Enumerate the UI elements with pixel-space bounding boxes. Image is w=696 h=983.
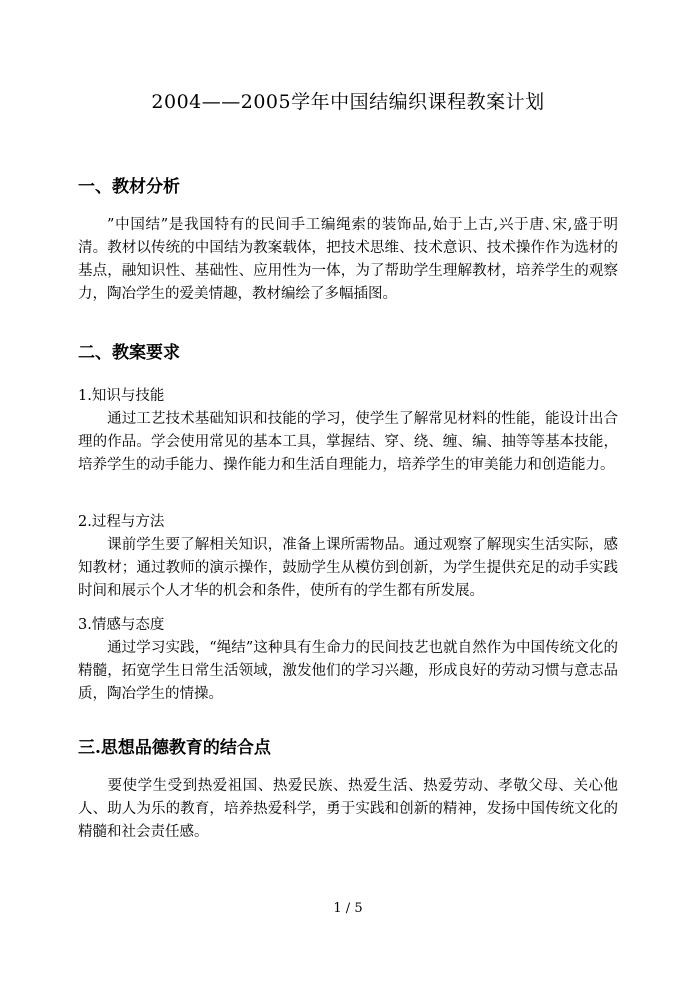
paragraph-text: 通过学习实践，“绳结”这种具有生命力的民间技艺也就自然作为中国传统文化的精髓，拓宽学生日常生活领域，激发他们的学习兴趣，形成良好的劳动习惯与意志品质，陶冶学生的情操。 <box>78 640 618 702</box>
paragraph-text: 要使学生受到热爱祖国、热爱民族、热爱生活、热爱劳动、孝敬父母、关心他人、助人为乐的教育，培养热爱科学，勇于实践和创新的精神，发扬中国传统文化的精髓和社会责任感。 <box>78 778 618 840</box>
item-text-emotion-attitude <box>78 637 618 706</box>
item-text-knowledge-skills <box>78 408 618 477</box>
item-label-emotion-attitude: 3.情感与态度 <box>78 617 165 633</box>
section-heading-lesson-requirements: 二、教案要求 <box>78 343 180 363</box>
paragraph-text: 课前学生要了解相关知识，准备上课所需物品。通过观察了解现实生活实际，感知教材；通过教师的演示操作，鼓励学生从模仿到创新，为学生提供充足的动手实践时间和展示个人才华的机会和条件，使所有的学生都有所发展。 <box>78 537 618 599</box>
section-heading-moral-education: 三.思想品德教育的结合点 <box>78 738 271 758</box>
section-paragraph-textbook-analysis <box>78 214 618 306</box>
document-title: 2004——2005学年中国结编织课程教案计划 <box>151 91 545 113</box>
section-paragraph-moral-education <box>78 775 618 844</box>
item-label-process-method: 2.过程与方法 <box>78 514 165 530</box>
paragraph-text: 通过工艺技术基础知识和技能的学习，使学生了解常见材料的性能，能设计出合理的作品。学会使用常见的基本工具，掌握结、穿、绕、缠、编、抽等等基本技能，培养学生的动手能力、操作能力和生活自理能力，培养学生的审美能力和创造能力。 <box>78 411 618 473</box>
item-text-process-method <box>78 534 618 603</box>
item-label-knowledge-skills: 1.知识与技能 <box>78 388 165 404</box>
section-heading-textbook-analysis: 一、教材分析 <box>78 177 180 197</box>
page-number: 1 / 5 <box>333 901 363 916</box>
paragraph-text: ”中国结”是我国特有的民间手工编绳索的装饰品,始于上古,兴于唐､宋,盛于明清。教材以传统的中国结为教案载体，把技术思维、技术意识、技术操作作为选材的基点，融知识性、基础性、应用性为一体，为了帮助学生理解教材，培养学生的观察力，陶冶学生的爱美情趣，教材编绘了多幅插图。 <box>78 217 618 302</box>
